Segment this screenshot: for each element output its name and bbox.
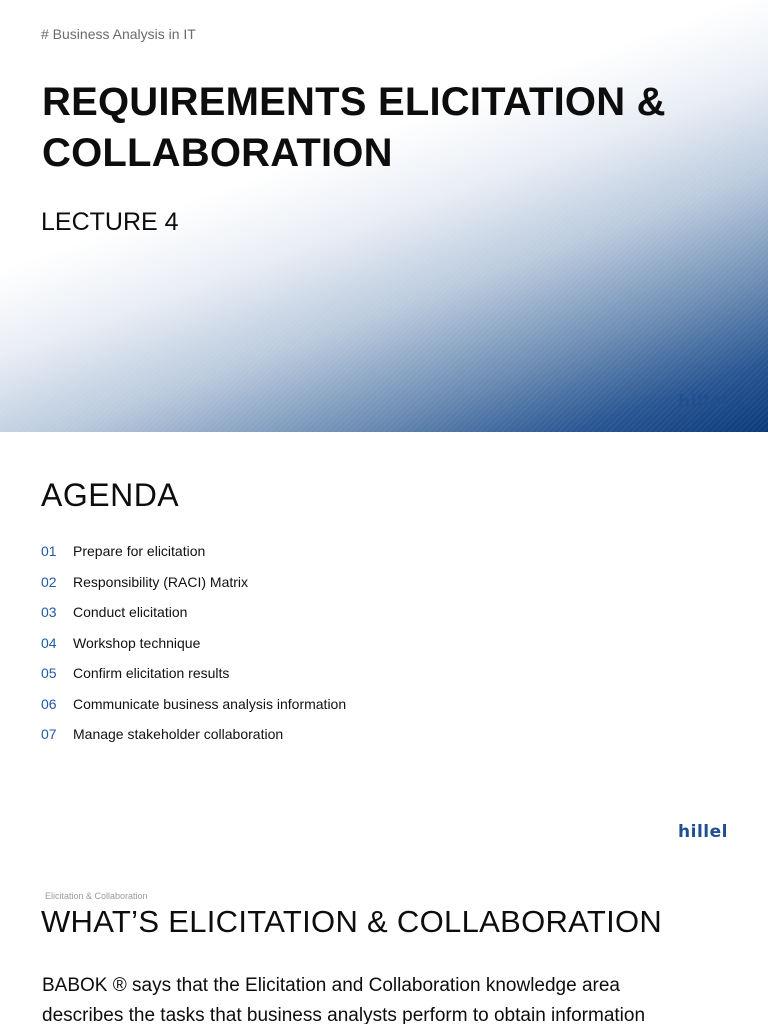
agenda-heading: AGENDA bbox=[41, 477, 180, 513]
hillel-logo: hillel bbox=[678, 822, 728, 842]
agenda-item bbox=[41, 689, 346, 720]
agenda-item bbox=[41, 567, 346, 598]
agenda-item bbox=[41, 628, 346, 659]
definition-slide bbox=[0, 864, 768, 1024]
agenda-item bbox=[41, 719, 346, 750]
title-slide bbox=[0, 0, 768, 432]
agenda-item bbox=[41, 597, 346, 628]
agenda-item-label: Workshop technique bbox=[73, 634, 201, 651]
agenda-item-label: Prepare for elicitation bbox=[73, 543, 206, 560]
agenda-item-number: 06 bbox=[41, 695, 57, 712]
agenda-item-label: Communicate business analysis information bbox=[73, 695, 347, 712]
presentation-title: REQUIREMENTS ELICITATION & COLLABORATION bbox=[42, 80, 666, 175]
agenda-slide bbox=[0, 432, 768, 864]
agenda-item-label: Confirm elicitation results bbox=[73, 665, 230, 682]
agenda-item-label: Conduct elicitation bbox=[73, 604, 188, 621]
agenda-item-label: Manage stakeholder collaboration bbox=[73, 726, 284, 743]
agenda-list bbox=[41, 536, 346, 750]
course-tag: # Business Analysis in IT bbox=[41, 26, 196, 42]
agenda-item-number: 02 bbox=[41, 573, 57, 590]
section-label: Elicitation & Collaboration bbox=[45, 891, 148, 901]
agenda-item-number: 05 bbox=[41, 665, 57, 682]
agenda-item-number: 07 bbox=[41, 726, 57, 743]
agenda-item-number: 01 bbox=[41, 543, 57, 560]
definition-body: BABOK ® says that the Elicitation and Collaboration knowledge area describes the tasks that business analysts perform to obtain information bbox=[42, 975, 646, 1024]
agenda-item-number: 03 bbox=[41, 604, 57, 621]
hillel-logo: hillel bbox=[678, 392, 728, 412]
definition-heading: WHAT’S ELICITATION & COLLABORATION bbox=[41, 904, 663, 939]
agenda-item-number: 04 bbox=[41, 634, 57, 651]
agenda-item bbox=[41, 536, 346, 567]
lecture-number: LECTURE 4 bbox=[41, 208, 179, 236]
agenda-item bbox=[41, 658, 346, 689]
agenda-item-label: Responsibility (RACI) Matrix bbox=[73, 573, 249, 590]
